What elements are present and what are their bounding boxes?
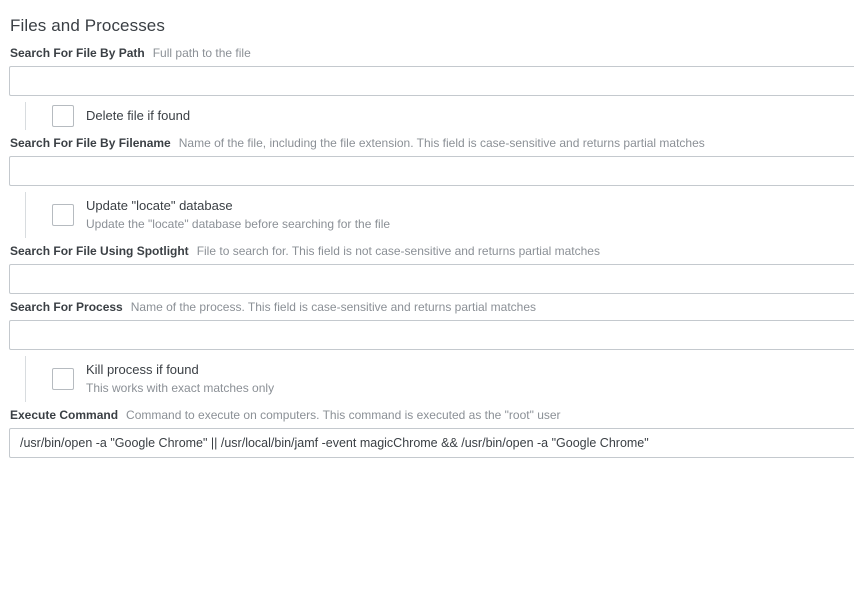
- field-search-file-using-spotlight: [0, 244, 854, 294]
- checkbox-delete-file-if-found[interactable]: [10, 96, 854, 136]
- help-search-file-using-spotlight: File to search for. This field is not case-sensitive and returns partial matches: [196, 244, 600, 258]
- search-file-by-path-input[interactable]: [9, 66, 854, 96]
- label-row-search-for-process: [10, 300, 854, 314]
- field-search-file-by-filename: [0, 136, 854, 186]
- checkbox-sub-update-locate: Update the "locate" database before searching for the file: [86, 217, 391, 231]
- help-execute-command: Command to execute on computers. This command is executed as the "root" user: [126, 408, 561, 422]
- checkbox-sub-kill-process: This works with exact matches only: [86, 381, 275, 395]
- field-search-for-process: [0, 300, 854, 350]
- checkbox-kill-process-if-found[interactable]: [10, 350, 854, 408]
- checkbox-update-locate-text: [62, 198, 854, 232]
- checkbox-label-kill-process: Kill process if found: [86, 362, 199, 377]
- label-search-for-process: Search For Process: [10, 300, 123, 314]
- label-row-execute-command: [10, 408, 854, 422]
- checkbox-box-icon[interactable]: [52, 105, 74, 127]
- label-execute-command: Execute Command: [10, 408, 119, 422]
- page-title: Files and Processes: [10, 16, 165, 35]
- checkbox-label-delete-file: Delete file if found: [86, 108, 191, 123]
- checkbox-box-icon[interactable]: [52, 368, 74, 390]
- field-execute-command: [0, 408, 854, 458]
- checkbox-delete-file-text: [62, 108, 854, 124]
- field-search-file-by-path: [0, 46, 854, 96]
- label-row-search-file-by-filename: [10, 136, 854, 150]
- label-row-search-file-by-path: [10, 46, 854, 60]
- label-search-file-using-spotlight: Search For File Using Spotlight: [10, 244, 189, 258]
- help-search-file-by-path: Full path to the file: [152, 46, 251, 60]
- checkbox-box-icon[interactable]: [52, 204, 74, 226]
- label-search-file-by-path: Search For File By Path: [10, 46, 145, 60]
- help-search-for-process: Name of the process. This field is case-sensitive and returns partial matches: [130, 300, 537, 314]
- search-file-by-filename-input[interactable]: [9, 156, 854, 186]
- checkbox-kill-process-text: [62, 362, 854, 396]
- label-search-file-by-filename: Search For File By Filename: [10, 136, 171, 150]
- help-search-file-by-filename: Name of the file, including the file extension. This field is case-sensitive and returns partial matches: [178, 136, 705, 150]
- search-for-process-input[interactable]: [9, 320, 854, 350]
- search-file-using-spotlight-input[interactable]: [9, 264, 854, 294]
- checkbox-update-locate-database[interactable]: [10, 186, 854, 244]
- execute-command-input[interactable]: [9, 428, 854, 458]
- checkbox-label-update-locate: Update "locate" database: [86, 198, 233, 213]
- label-row-search-file-using-spotlight: [10, 244, 854, 258]
